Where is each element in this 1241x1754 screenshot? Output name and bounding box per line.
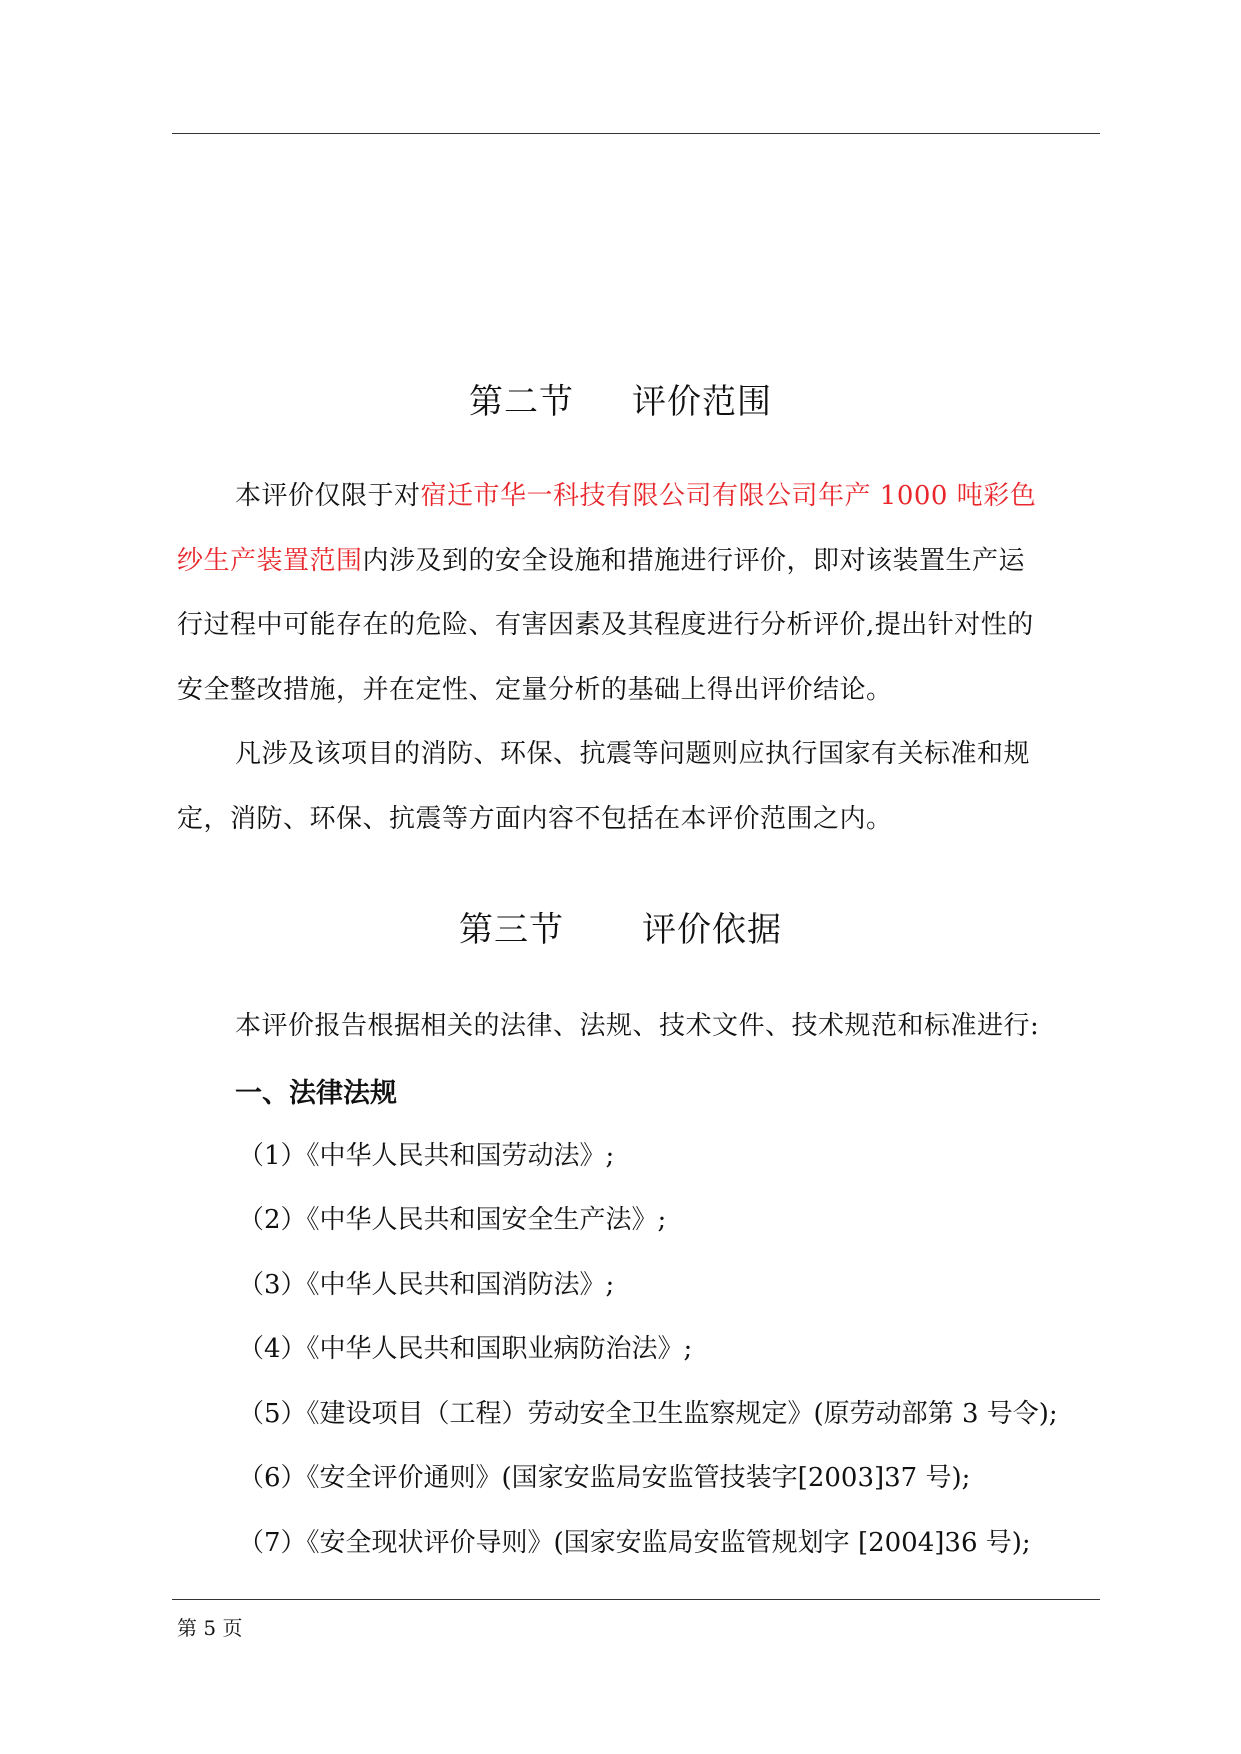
list-item: （2）《中华人民共和国安全生产法》;: [238, 1205, 667, 1235]
section-intro: 本评价报告根据相关的法律、法规、技术文件、技术规范和标准进行:: [235, 1011, 1040, 1041]
list-item: （7）《安全现状评价导则》(国家安监局安监管规划字 [2004]36 号);: [238, 1528, 1031, 1558]
header-rule: [172, 133, 1100, 134]
section-heading-3: [0, 902, 1241, 951]
paragraph-line: 安全整改措施，并在定性、定量分析的基础上得出评价结论。: [177, 675, 893, 705]
highlighted-text: 纱生产装置范围: [177, 546, 363, 576]
section-heading-2: [0, 374, 1241, 423]
section-title: 评价范围: [632, 382, 772, 422]
list-item: （3）《中华人民共和国消防法》;: [238, 1270, 615, 1300]
sub-heading: 一、法律法规: [235, 1078, 397, 1109]
section-title: 评价依据: [642, 910, 782, 950]
paragraph-line: 定，消防、环保、抗震等方面内容不包括在本评价范围之内。: [177, 804, 893, 834]
footer-rule: [172, 1599, 1100, 1600]
page-number: 第 5 页: [177, 1616, 243, 1640]
paragraph-line: [235, 475, 1036, 512]
list-item: （1）《中华人民共和国劳动法》;: [238, 1141, 615, 1171]
text-span: 内涉及到的安全设施和措施进行评价，即对该装置生产运: [362, 546, 1026, 576]
list-item: （4）《中华人民共和国职业病防治法》;: [238, 1334, 693, 1364]
list-item: （5）《建设项目（工程）劳动安全卫生监察规定》(原劳动部第 3 号令);: [238, 1399, 1058, 1429]
paragraph-line: [177, 540, 1025, 577]
highlighted-text: 宿迁市华一科技有限公司有限公司年产 1000 吨彩色: [420, 481, 1037, 511]
section-number: 第三节: [459, 910, 564, 950]
list-item: （6）《安全评价通则》(国家安监局安监管技装字[2003]37 号);: [238, 1463, 971, 1493]
text-span: 本评价仅限于对: [235, 481, 421, 511]
paragraph-line: 行过程中可能存在的危险、有害因素及其程度进行分析评价,提出针对性的: [177, 610, 1034, 640]
paragraph-line: 凡涉及该项目的消防、环保、抗震等问题则应执行国家有关标准和规: [235, 739, 1031, 769]
section-number: 第二节: [469, 382, 574, 422]
